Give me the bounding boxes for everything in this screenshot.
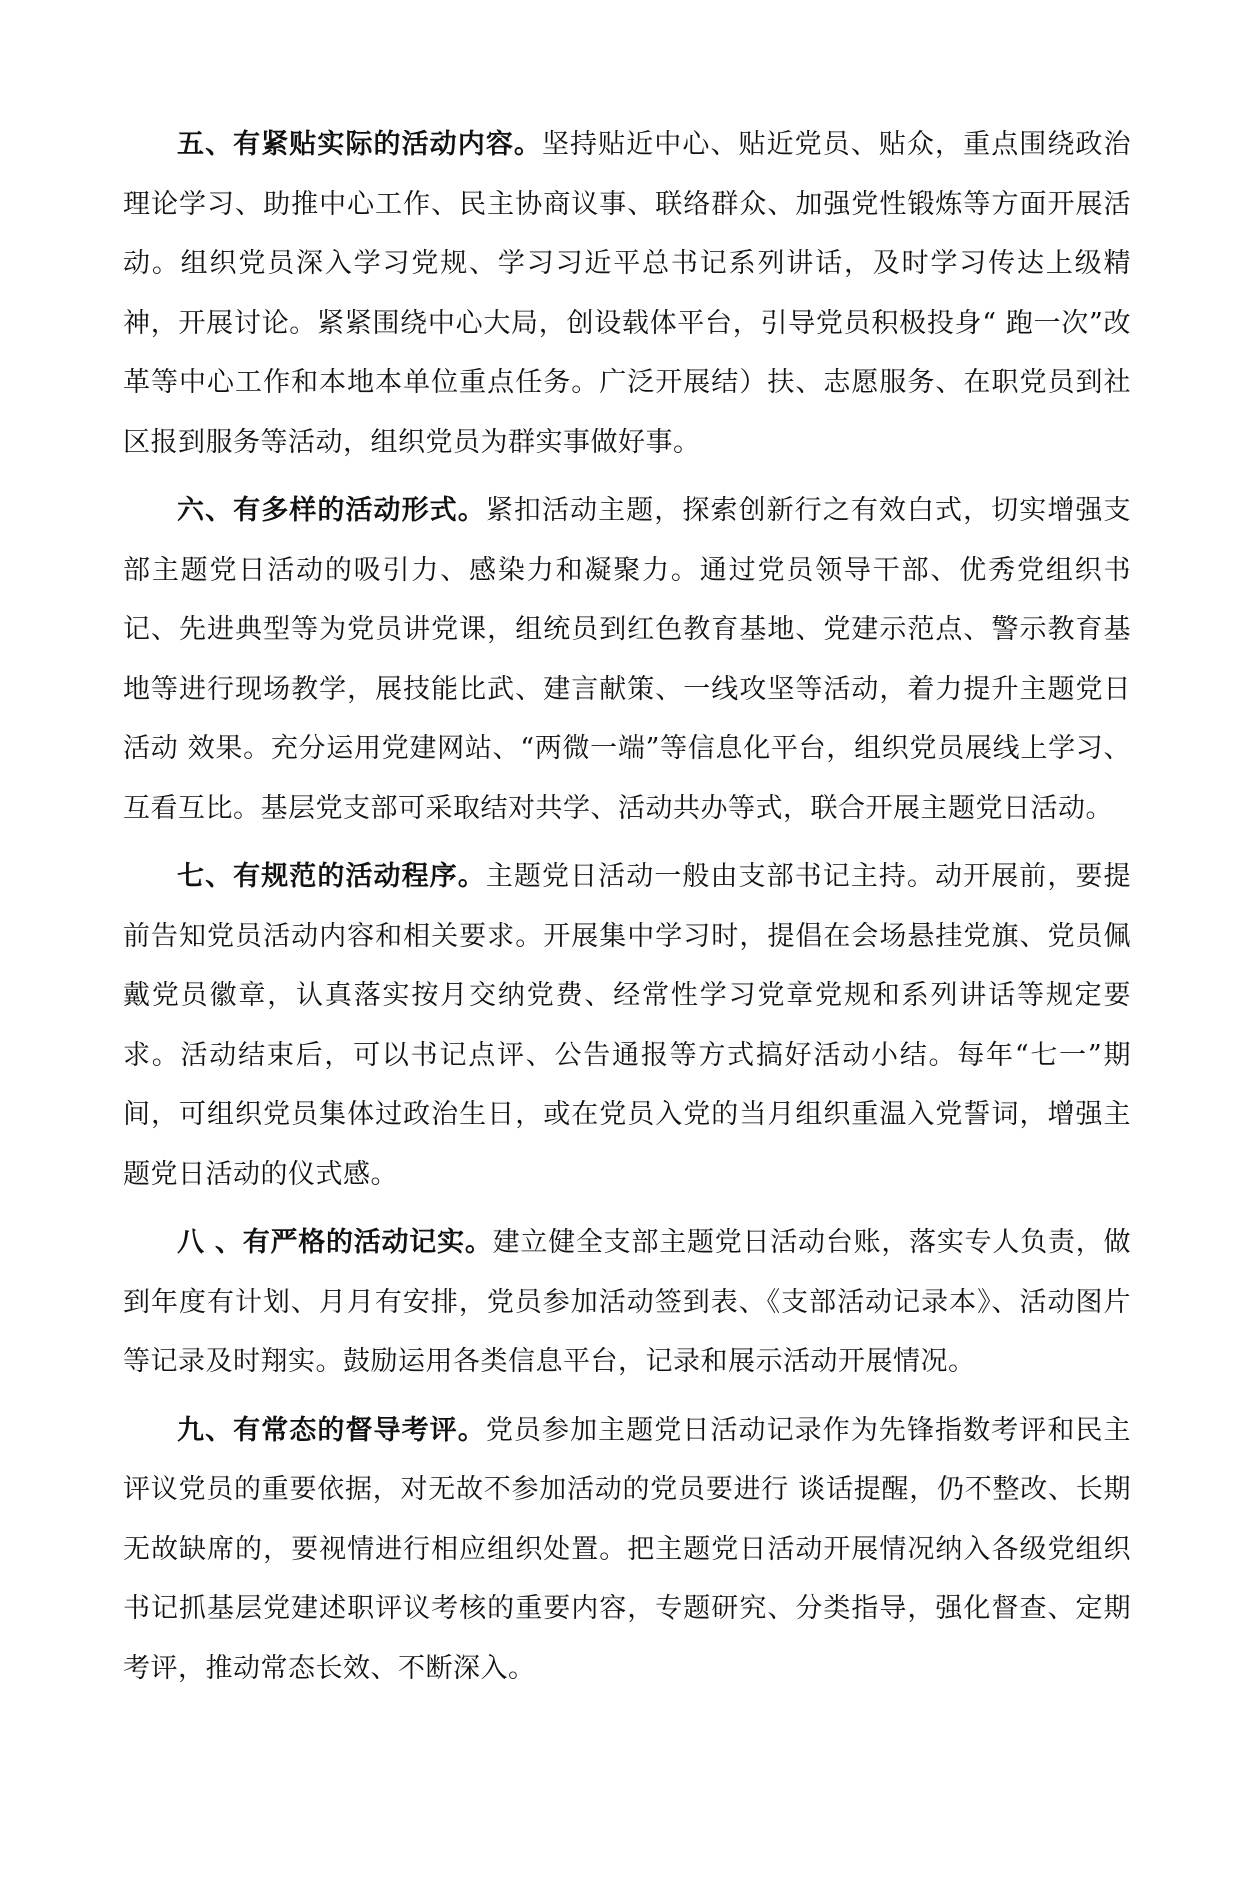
paragraph-five [123, 115, 1131, 472]
paragraph-five-heading: 五、有紧贴实际的活动内容。 [177, 129, 542, 160]
paragraph-six-text: 紧扣活动主题，探索创新行之有效白式，切实增强支部主题党日活动的吸引力、感染力和凝聚力。通过党员领导干部、优秀党组织书记、先进典型等为党员讲党课，组统员到红色教育基地、党建示范点、警示教育基地等进行现场教学，展技能比武、建言献策、一线攻坚等活动，着力提升主题党日活动 效果。充分运用党建网站、“两微一端”等信息化平台，组织党员展线上学习、互看互比。基层党支部可采取结对共学、活动共办等式，联合开展主题党日活动。 [123, 495, 1132, 824]
paragraph-seven [123, 847, 1131, 1204]
paragraph-nine [123, 1401, 1131, 1699]
document-body [123, 115, 1131, 1698]
paragraph-eight-text: 建立健全支部主题党日活动台账，落实专人负责，做到年度有计划、月月有安排，党员参加活动签到表、《支部活动记录本》、活动图片等记录及时翔实。鼓励运用各类信息平台，记录和展示活动开展情况。 [123, 1227, 1131, 1377]
paragraph-eight-heading: 八 、有严格的活动记实。 [177, 1227, 493, 1258]
paragraph-six-heading: 六、有多样的活动形式。 [177, 495, 486, 526]
paragraph-seven-heading: 七、有规范的活动程序。 [177, 861, 486, 892]
paragraph-eight [123, 1213, 1131, 1392]
paragraph-six [123, 481, 1131, 838]
paragraph-seven-text: 主题党日活动一般由支部书记主持。动开展前，要提前告知党员活动内容和相关要求。开展集中学习时，提倡在会场悬挂党旗、党员佩戴党员徽章，认真落实按月交纳党费、经常性学习党章党规和系列讲话等规定要求。活动结束后，可以书记点评、公告通报等方式搞好活动小结。每年“七一”期间，可组织党员集体过政治生日，或在党员入党的当月组织重温入党誓词，增强主题党日活动的仪式感。 [123, 861, 1132, 1190]
paragraph-five-text: 坚持贴近中心、贴近党员、贴众，重点围绕政治理论学习、助推中心工作、民主协商议事、联络群众、加强党性锻炼等方面开展活动。组织党员深入学习党规、学习习近平总书记系列讲话，及时学习传达上级精神，开展讨论。紧紧围绕中心大局，创设载体平台，引导党员积极投身“ 跑一次”改革等中心工作和本地本单位重点任务。广泛开展结）扶、志愿服务、在职党员到社区报到服务等活动，组织党员为群实事做好事。 [123, 129, 1131, 458]
paragraph-nine-heading: 九、有常态的督导考评。 [177, 1414, 486, 1446]
paragraph-nine-text: 党员参加主题党日活动记录作为先锋指数考评和民主评议党员的重要依据，对无故不参加活动的党员要进行 谈话提醒，仍不整改、长期无故缺席的，要视情进行相应组织处置。把主题党日活动开展情况纳入各级党组织书记抓基层党建述职评议考核的重要内容，专题研究、分类指导，强化督查、定期考评，推动常态长效、不断深入。 [123, 1414, 1132, 1684]
